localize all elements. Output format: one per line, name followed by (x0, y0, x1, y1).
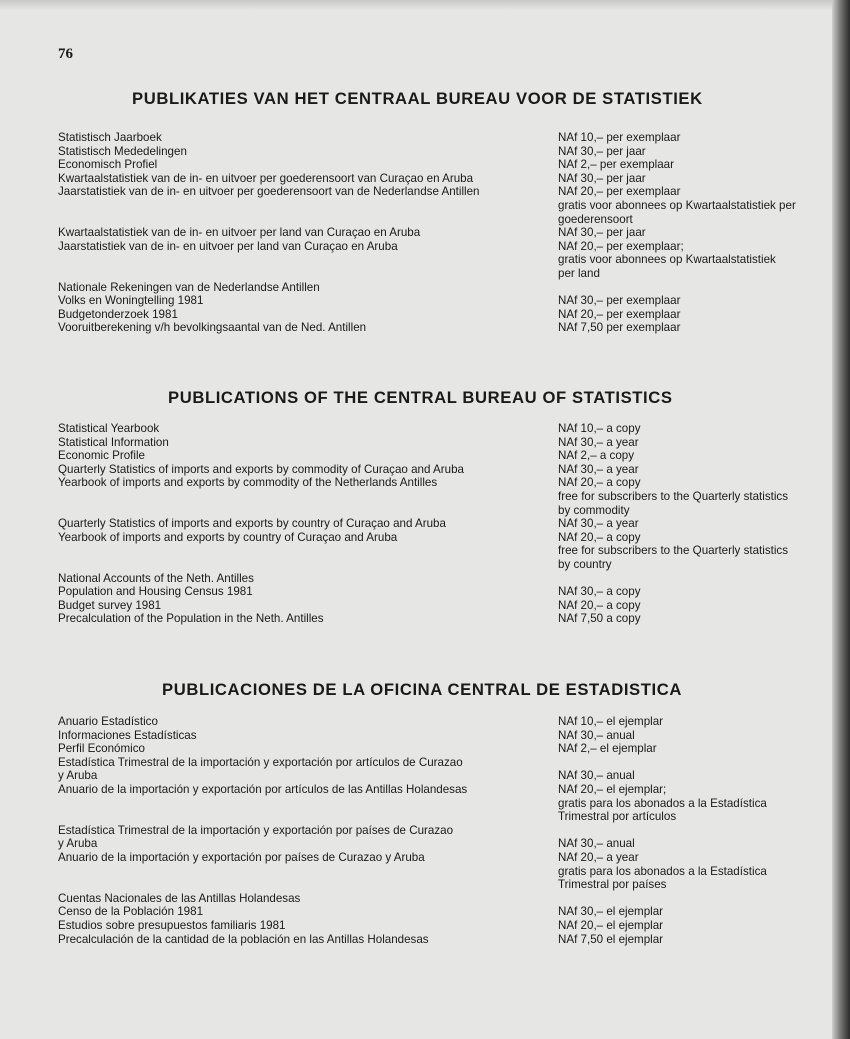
publication-row (58, 281, 838, 295)
publication-title: Quarterly Statistics of imports and exports by country of Curaçao and Aruba (58, 517, 446, 531)
publication-price: NAf 30,– a year (558, 462, 639, 476)
publication-title: Statistisch Mededelingen (58, 144, 187, 158)
publication-title: y Aruba (58, 837, 98, 851)
publication-row (58, 572, 838, 586)
publication-row (58, 531, 838, 545)
publication-price: gratis voor abonnees op Kwartaalstatistiek per (558, 198, 796, 212)
publication-row (58, 851, 838, 865)
publication-price: free for subscribers to the Quarterly statistics (558, 544, 789, 558)
publication-row (58, 599, 838, 613)
publication-title: Estudios sobre presupuestos familiaris 1981 (58, 918, 286, 932)
publication-row (58, 253, 838, 267)
publication-row (58, 729, 838, 743)
publication-title: Yearbook of imports and exports by commodity of the Netherlands Antilles (58, 476, 438, 490)
publication-price: NAf 20,– a copy (558, 476, 641, 490)
publication-price: NAf 30,– per jaar (558, 144, 646, 158)
publication-price: per land (558, 266, 600, 280)
publication-row (58, 308, 838, 322)
publication-row (58, 131, 838, 145)
publication-price: by commodity (558, 503, 630, 517)
publication-price: free for subscribers to the Quarterly statistics (558, 489, 789, 503)
publication-price: gratis para los abonados a la Estadística (558, 796, 767, 810)
publication-price: by country (558, 557, 612, 571)
publication-price: NAf 2,– per exemplaar (558, 158, 674, 172)
publication-price: NAf 30,– anual (558, 837, 635, 851)
publication-title: Economic Profile (58, 449, 145, 463)
publication-row (58, 213, 838, 227)
publication-title: Informaciones Estadísticas (58, 728, 197, 742)
publication-title: Economisch Profiel (58, 158, 158, 172)
publication-title: Statistisch Jaarboek (58, 131, 162, 144)
publication-price: gratis para los abonados a la Estadística (558, 864, 767, 878)
publication-row (58, 742, 838, 756)
publication-row (58, 172, 838, 186)
publication-price: NAf 20,– per exemplaar (558, 307, 681, 321)
publication-title: Cuentas Nacionales de las Antillas Holandesas (58, 891, 301, 905)
publication-row (58, 905, 838, 919)
publication-title: Anuario de la importación y exportación por artículos de las Antillas Holandesas (58, 782, 468, 796)
publication-row (58, 145, 838, 159)
publication-row (58, 199, 838, 213)
publication-price: NAf 30,– per exemplaar (558, 294, 681, 308)
publication-title: Precalculación de la cantidad de la población en las Antillas Holandesas (58, 932, 429, 946)
section-spanish (58, 715, 838, 946)
publication-title: Precalculation of the Population in the Neth. Antilles (58, 612, 324, 626)
publication-row (58, 810, 838, 824)
publication-price: NAf 2,– a copy (558, 449, 635, 463)
page-top-shadow (0, 0, 850, 10)
publication-row (58, 267, 838, 281)
publication-price: gratis voor abonnees op Kwartaalstatistiek (558, 253, 776, 267)
publication-row (58, 797, 838, 811)
publication-price: NAf 2,– el ejemplar (558, 742, 657, 756)
publication-price: Trimestral por artículos (558, 810, 677, 824)
publication-row (58, 892, 838, 906)
publication-row (58, 158, 838, 172)
publication-row (58, 476, 838, 490)
publication-price: NAf 30,– a year (558, 517, 639, 531)
publication-price: NAf 20,– a year (558, 850, 639, 864)
publication-title: Budgetonderzoek 1981 (58, 307, 178, 321)
publication-row (58, 544, 838, 558)
publication-title: Kwartaalstatistiek van de in- en uitvoer per goederensoort van Curaçao en Aruba (58, 171, 474, 185)
heading-dutch: PUBLIKATIES VAN HET CENTRAAL BUREAU VOOR DE STATISTIEK (132, 89, 703, 108)
publication-row (58, 226, 838, 240)
publication-title: Vooruitberekening v/h bevolkingsaantal van de Ned. Antillen (58, 321, 367, 335)
publication-price: NAf 10,– per exemplaar (558, 131, 681, 144)
publication-row (58, 919, 838, 933)
publication-row (58, 240, 838, 254)
publication-title: Anuario Estadístico (58, 715, 158, 728)
publication-title: Statistical Information (58, 435, 169, 449)
publication-title: Anuario de la importación y exportación por países de Curazao y Aruba (58, 850, 425, 864)
publication-title: y Aruba (58, 769, 98, 783)
publication-title: Budget survey 1981 (58, 598, 162, 612)
publication-price: NAf 30,– a year (558, 435, 639, 449)
publication-title: Estadística Trimestral de la importación y exportación por artículos de Curazao (58, 755, 463, 769)
publication-price: NAf 30,– anual (558, 769, 635, 783)
publication-price: Trimestral por países (558, 878, 667, 892)
publication-row (58, 865, 838, 879)
publication-row (58, 294, 838, 308)
publication-price: NAf 10,– el ejemplar (558, 715, 664, 728)
publication-row (58, 321, 838, 335)
publication-price: NAf 10,– a copy (558, 422, 641, 435)
publication-price: NAf 20,– per exemplaar (558, 185, 681, 199)
publication-title: Censo de la Población 1981 (58, 905, 204, 919)
publication-price: NAf 30,– a copy (558, 585, 641, 599)
publication-row (58, 463, 838, 477)
publication-price: NAf 20,– a copy (558, 530, 641, 544)
publication-row (58, 824, 838, 838)
publication-row (58, 769, 838, 783)
publication-title: Perfil Económico (58, 742, 145, 756)
publication-price: NAf 30,– per jaar (558, 171, 646, 185)
heading-spanish: PUBLICACIONES DE LA OFICINA CENTRAL DE ESTADISTICA (162, 680, 682, 699)
publication-title: Kwartaalstatistiek van de in- en uitvoer per land van Curaçao en Aruba (58, 226, 421, 240)
publication-row (58, 612, 838, 626)
publication-row (58, 933, 838, 947)
publication-row (58, 878, 838, 892)
publication-price: NAf 7,50 el ejemplar (558, 932, 664, 946)
publication-title: Jaarstatistiek van de in- en uitvoer per goederensoort van de Nederlandse Antillen (58, 185, 480, 199)
publication-price: goederensoort (558, 212, 633, 226)
publication-price: NAf 7,50 per exemplaar (558, 321, 681, 335)
publication-row (58, 715, 838, 729)
publication-row (58, 449, 838, 463)
publication-row (58, 558, 838, 572)
publication-row (58, 490, 838, 504)
publication-price: NAf 30,– per jaar (558, 226, 646, 240)
publication-row (58, 585, 838, 599)
publication-title: Nationale Rekeningen van de Nederlandse Antillen (58, 280, 320, 294)
publication-price: NAf 20,– per exemplaar; (558, 239, 684, 253)
publication-price: NAf 30,– el ejemplar (558, 905, 664, 919)
publication-row (58, 517, 838, 531)
publication-title: Population and Housing Census 1981 (58, 585, 253, 599)
section-dutch (58, 131, 838, 335)
publication-price: NAf 7,50 a copy (558, 612, 641, 626)
publication-title: Volks en Woningtelling 1981 (58, 294, 204, 308)
publication-row (58, 436, 838, 450)
publication-price: NAf 20,– el ejemplar (558, 918, 664, 932)
publication-row (58, 756, 838, 770)
publication-row (58, 783, 838, 797)
publication-row (58, 837, 838, 851)
heading-english: PUBLICATIONS OF THE CENTRAL BUREAU OF STATISTICS (168, 388, 673, 407)
publication-title: Estadística Trimestral de la importación y exportación por países de Curazao (58, 823, 454, 837)
publication-price: NAf 20,– a copy (558, 598, 641, 612)
publication-title: National Accounts of the Neth. Antilles (58, 571, 254, 585)
publication-title: Statistical Yearbook (58, 422, 160, 435)
publication-title: Quarterly Statistics of imports and exports by commodity of Curaçao and Aruba (58, 462, 464, 476)
page-number: 76 (58, 46, 73, 62)
section-english (58, 422, 838, 626)
publication-title: Yearbook of imports and exports by country of Curaçao and Aruba (58, 530, 398, 544)
publication-price: NAf 20,– el ejemplar; (558, 782, 667, 796)
publication-row (58, 504, 838, 518)
publication-row (58, 422, 838, 436)
publication-price: NAf 30,– anual (558, 728, 635, 742)
publication-row (58, 185, 838, 199)
publication-title: Jaarstatistiek van de in- en uitvoer per land van Curaçao en Aruba (58, 239, 398, 253)
